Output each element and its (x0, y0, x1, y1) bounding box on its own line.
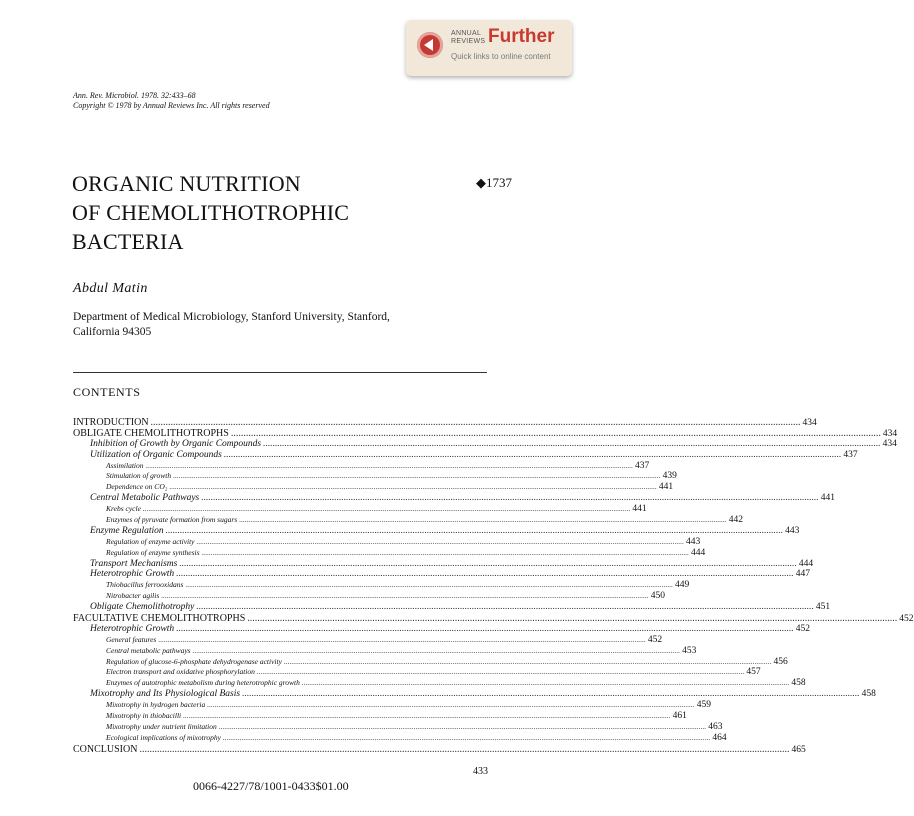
toc-entry[interactable] (73, 678, 806, 689)
toc-entry-label: Krebs cycle (106, 504, 141, 514)
toc-entry-page: 459 (696, 700, 711, 711)
toc-entry[interactable] (73, 515, 743, 526)
toc-entry-page: 453 (682, 645, 697, 656)
toc-leader-dots: .................................................................................................................................................................................................................................................................... (223, 449, 842, 460)
toc-entry[interactable] (73, 645, 697, 657)
toc-entry-label: OBLIGATE CHEMOLITHOTROPHS (73, 427, 229, 439)
toc-entry-page: 456 (773, 656, 788, 667)
toc-entry[interactable] (73, 634, 663, 646)
toc-leader-dots: .................................................................................................................................................................................................................................................................... (196, 602, 814, 613)
copyright-line: Copyright © 1978 by Annual Reviews Inc. All rights reserved (73, 101, 270, 110)
toc-entry-page: 447 (795, 569, 810, 580)
toc-leader-dots: .................................................................................................................................................................................................................................................................... (176, 569, 794, 580)
toc-entry-label: Mixotrophy under nutrient limitation (106, 721, 217, 731)
toc-entry[interactable] (73, 449, 858, 461)
toc-entry-page: 443 (785, 525, 800, 536)
toc-entry-page: 434 (882, 428, 898, 439)
author-affiliation: Department of Medical Microbiology, Stanford University, Stanford, California 94305 (73, 311, 390, 338)
toc-entry-label: Enzymes of pyruvate formation from sugars (106, 515, 238, 525)
toc-entry-label: Thiobacillus ferrooxidans (106, 580, 184, 590)
toc-entry-label: Mixotrophy in hydrogen bacteria (106, 700, 206, 710)
toc-leader-dots: .................................................................................................................................................................................................................................................................... (165, 525, 784, 536)
toc-entry[interactable] (73, 613, 914, 625)
toc-entry-label: Central Metabolic Pathways (90, 493, 200, 504)
further-links-badge[interactable] (406, 20, 572, 76)
toc-leader-dots: .................................................................................................................................................................................................................................................................... (169, 482, 657, 492)
toc-leader-dots: .................................................................................................................................................................................................................................................................... (176, 623, 794, 634)
further-logo-text: Further (488, 26, 555, 47)
contents-heading: CONTENTS (73, 385, 141, 399)
toc-entry-label: Mixotrophy in thiobacilli (106, 711, 182, 721)
toc-entry-page: 464 (712, 732, 727, 743)
toc-entry[interactable] (73, 525, 800, 537)
toc-entry[interactable] (73, 602, 831, 613)
toc-entry-label: Mixotrophy and Its Physiological Basis (90, 689, 241, 700)
toc-leader-dots: .................................................................................................................................................................................................................................................................... (247, 613, 898, 625)
toc-entry-page: 434 (882, 438, 897, 449)
toc-leader-dots: .................................................................................................................................................................................................................................................................... (158, 634, 646, 644)
citation-block (73, 91, 270, 111)
toc-leader-dots: .................................................................................................................................................................................................................................................................... (283, 656, 772, 666)
author-name: Abdul Matin (73, 281, 148, 296)
toc-leader-dots: .................................................................................................................................................................................................................................................................... (239, 515, 727, 525)
toc-entry[interactable] (73, 504, 647, 515)
toc-entry-label: Enzyme Regulation (90, 525, 164, 536)
toc-entry[interactable] (73, 721, 723, 733)
toc-leader-dots: .................................................................................................................................................................................................................................................................... (242, 689, 860, 700)
toc-entry-page: 452 (647, 634, 663, 645)
toc-entry[interactable] (73, 732, 727, 744)
article-number: ◆1737 (476, 175, 512, 190)
toc-entry-label: Transport Mechanisms (90, 558, 178, 569)
toc-entry[interactable] (73, 460, 650, 472)
toc-entry-page: 451 (815, 602, 831, 613)
toc-entry[interactable] (73, 743, 806, 755)
toc-leader-dots: .................................................................................................................................................................................................................................................................... (185, 580, 673, 590)
toc-entry-label: Obligate Chemolithotrophy (90, 602, 195, 613)
toc-entry[interactable] (73, 711, 687, 722)
toc-leader-dots: .................................................................................................................................................................................................................................................................... (196, 536, 685, 546)
toc-entry[interactable] (73, 438, 897, 450)
toc-leader-dots: .................................................................................................................................................................................................................................................................... (179, 558, 797, 569)
toc-entry-page: 437 (843, 449, 858, 460)
toc-entry-page: 452 (899, 614, 914, 625)
toc-entry-label: CONCLUSION (73, 743, 138, 755)
toc-entry-label: Nitrobacter agilis (106, 591, 160, 601)
toc-leader-dots: .................................................................................................................................................................................................................................................................... (183, 711, 671, 721)
section-divider (73, 372, 487, 373)
toc-leader-dots: .................................................................................................................................................................................................................................................................... (142, 504, 631, 514)
toc-entry-label: Assimilation (106, 460, 144, 470)
further-tagline: Quick links to online content (451, 52, 551, 61)
toc-leader-dots: .................................................................................................................................................................................................................................................................... (256, 667, 745, 677)
toc-entry-page: 450 (650, 591, 666, 602)
toc-entry-page: 439 (662, 471, 677, 482)
toc-entry[interactable] (73, 482, 674, 493)
toc-entry[interactable] (73, 427, 898, 439)
toc-entry-page: 434 (802, 418, 817, 428)
annual-reviews-logo-text: ANNUAL REVIEWS (451, 30, 486, 45)
toc-entry-label: Stimulation of growth (106, 471, 172, 481)
toc-entry[interactable] (73, 656, 788, 668)
toc-entry[interactable] (73, 547, 706, 559)
citation-line: Ann. Rev. Microbiol. 1978. 32:433–68 (73, 91, 196, 100)
toc-entry-label: Regulation of enzyme synthesis (106, 547, 200, 557)
table-of-contents (73, 417, 914, 755)
toc-entry[interactable] (73, 471, 677, 482)
toc-leader-dots: .................................................................................................................................................................................................................................................................... (230, 427, 881, 439)
toc-entry-label: FACULTATIVE CHEMOLITHOTROPHS (73, 613, 246, 625)
toc-entry[interactable] (73, 536, 701, 548)
toc-entry-page: 458 (791, 678, 806, 689)
toc-entry-page: 442 (728, 515, 743, 526)
toc-leader-dots: .................................................................................................................................................................................................................................................................... (161, 591, 649, 601)
toc-leader-dots: .................................................................................................................................................................................................................................................................... (201, 547, 690, 557)
toc-entry-page: 441 (658, 482, 674, 493)
toc-entry[interactable] (73, 493, 835, 504)
toc-leader-dots: .................................................................................................................................................................................................................................................................... (301, 678, 790, 688)
toc-entry-page: 463 (708, 721, 723, 732)
toc-entry-page: 458 (861, 689, 876, 700)
toc-entry[interactable] (73, 689, 876, 700)
toc-entry-label: Central metabolic pathways (106, 645, 191, 655)
toc-entry-label: Ecological implications of mixotrophy (106, 732, 221, 742)
toc-entry-page: 452 (795, 623, 810, 634)
toc-entry-label: Enzymes of autotrophic metabolism during heterotrophic growth (106, 678, 300, 688)
toc-entry-label: Inhibition of Growth by Organic Compounds (90, 438, 262, 449)
toc-leader-dots: .................................................................................................................................................................................................................................................................... (201, 493, 819, 504)
toc-entry[interactable] (73, 667, 761, 678)
toc-entry[interactable] (73, 591, 666, 602)
toc-entry[interactable] (73, 700, 711, 711)
toc-entry-page: 443 (686, 536, 701, 547)
toc-leader-dots: .................................................................................................................................................................................................................................................................... (263, 438, 881, 449)
toc-entry-page: 461 (672, 711, 687, 722)
toc-entry[interactable] (73, 417, 817, 428)
toc-entry-page: 444 (691, 547, 706, 558)
article-title: ORGANIC NUTRITION OF CHEMOLITHOTROPHIC BACTERIA (72, 171, 350, 254)
toc-leader-dots: .................................................................................................................................................................................................................................................................... (192, 645, 681, 655)
toc-entry-label: General features (106, 634, 157, 644)
toc-leader-dots: .................................................................................................................................................................................................................................................................... (222, 732, 711, 742)
toc-entry-label: Heterotrophic Growth (90, 623, 175, 634)
issn-code: 0066-4227/78/1001-0433$01.00 (193, 779, 349, 793)
toc-entry[interactable] (73, 558, 814, 570)
toc-leader-dots: .................................................................................................................................................................................................................................................................... (150, 417, 801, 428)
toc-entry-page: 441 (632, 504, 647, 515)
toc-entry-label: Regulation of enzyme activity (106, 536, 195, 546)
page-number: 433 (473, 766, 488, 777)
toc-entry[interactable] (73, 623, 810, 635)
toc-entry-label: Dependence on CO₂ (106, 482, 168, 492)
toc-entry-label: INTRODUCTION (73, 417, 149, 428)
toc-entry-label: Regulation of glucose-6-phosphate dehydrogenase activity (106, 656, 282, 666)
toc-leader-dots: .................................................................................................................................................................................................................................................................... (173, 471, 661, 481)
toc-leader-dots: .................................................................................................................................................................................................................................................................... (139, 743, 790, 755)
toc-entry-page: 457 (746, 667, 761, 678)
toc-entry-page: 444 (798, 558, 814, 569)
toc-entry-page: 449 (674, 580, 690, 591)
toc-leader-dots: .................................................................................................................................................................................................................................................................... (145, 460, 634, 470)
toc-entry-page: 437 (635, 460, 650, 471)
toc-entry-label: Heterotrophic Growth (90, 569, 175, 580)
toc-entry[interactable] (73, 569, 810, 580)
toc-leader-dots: .................................................................................................................................................................................................................................................................... (207, 700, 695, 710)
arrow-left-icon (417, 32, 443, 58)
toc-entry-page: 441 (820, 493, 835, 504)
toc-entry-label: Utilization of Organic Compounds (90, 449, 222, 460)
toc-entry[interactable] (73, 580, 690, 591)
toc-entry-label: Electron transport and oxidative phosphorylation (106, 667, 255, 677)
toc-leader-dots: .................................................................................................................................................................................................................................................................... (218, 721, 707, 731)
toc-entry-page: 465 (791, 744, 806, 755)
